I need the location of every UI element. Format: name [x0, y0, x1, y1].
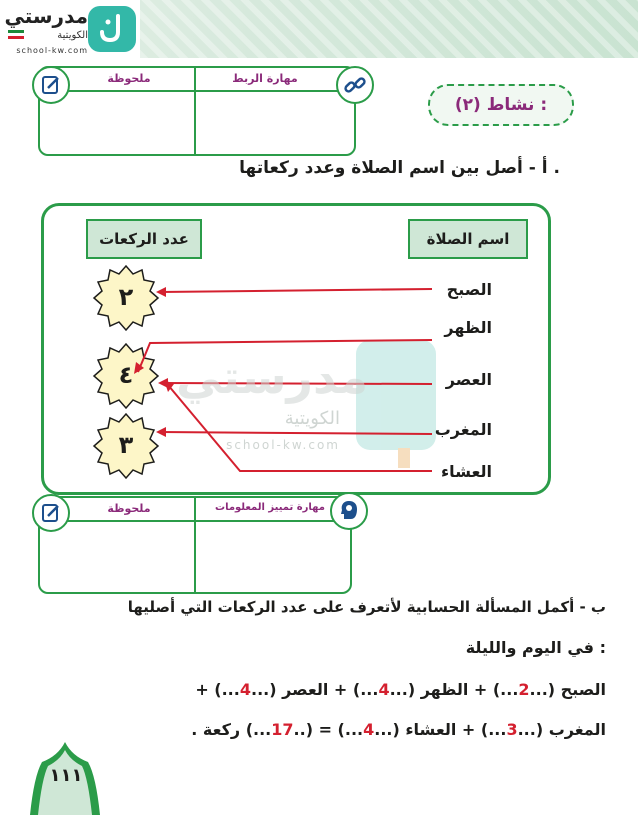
eq1-paren-open: (... — [529, 680, 556, 699]
eq2-prayer1: المغرب — [548, 720, 606, 739]
eq1-paren-open: (... — [389, 680, 416, 699]
eq1-prayer3: العصر — [282, 680, 329, 699]
answer-value[interactable]: 4 — [363, 720, 375, 739]
part-a-instruction: أ - أصل بين اسم الصلاة وعدد ركعاتها . — [239, 158, 560, 178]
watermark-subtitle: الكويتية — [284, 408, 340, 429]
part-b-line2: في اليوم والليلة : — [465, 638, 606, 657]
eq1-paren-close: ...) + — [468, 680, 519, 699]
eq1-prayer2: الظهر — [420, 680, 469, 699]
prayer-item: المغرب — [434, 420, 492, 439]
note-label: ملحوظة — [107, 502, 151, 515]
eq2-paren-open: (... — [517, 720, 544, 739]
prayer-item: العشاء — [441, 462, 492, 481]
eq1-paren-close: ...) + — [328, 680, 379, 699]
answer-value[interactable]: 4 — [239, 680, 251, 699]
watermark-url: school-kw.com — [226, 438, 340, 452]
answer-value[interactable]: 3 — [506, 720, 518, 739]
arrow-head — [156, 287, 166, 297]
equation-1 — [46, 680, 606, 710]
rakaat-number: ٢ — [118, 283, 134, 311]
answer-value[interactable]: 2 — [518, 680, 530, 699]
watermark-mark — [356, 340, 436, 468]
answer-value[interactable]: 4 — [378, 680, 390, 699]
eq1-prayer1: الصبح — [560, 680, 606, 699]
rakaat-number: ٣ — [118, 431, 134, 459]
logo-title: مدرستي — [4, 4, 88, 28]
prayer-header: اسم الصلاة — [408, 219, 528, 259]
logo-url: school-kw.com — [16, 46, 88, 55]
rakaat-number: ٤ — [118, 361, 134, 389]
eq2-paren-close: ...) = (.. — [293, 720, 364, 739]
table-divider — [194, 498, 196, 592]
line-subh — [160, 289, 432, 292]
eq2-prayer2: العشاء — [405, 720, 457, 739]
equation-2 — [60, 720, 606, 750]
rakaat-header: عدد الركعات — [86, 219, 202, 259]
skill-label: مهارة الربط — [232, 72, 298, 85]
eq1-paren-close: ...) + — [195, 680, 240, 699]
arrow-head — [156, 427, 166, 437]
activity-title: نشاط (٢) : — [428, 84, 574, 126]
skill-label: مهارة تمييز المعلومات — [215, 502, 325, 513]
note-label: ملحوظة — [107, 72, 151, 85]
prayer-item: الظهر — [444, 318, 492, 337]
watermark-title: مدرستي — [176, 350, 369, 404]
eq2-paren-close: ...) + — [456, 720, 507, 739]
eq2-paren-close: ...) — [240, 720, 272, 739]
eq1-paren-open: (... — [250, 680, 277, 699]
eq2-unit: ركعة . — [191, 720, 241, 739]
eq2-paren-open: (... — [374, 720, 400, 739]
bottom-skill-table — [38, 496, 352, 594]
logo-subtitle: الكويتية — [57, 30, 88, 41]
head-lightbulb-icon — [330, 492, 368, 530]
prayer-item: الصبح — [446, 280, 492, 299]
part-b-line1: ب - أكمل المسألة الحسابية لأتعرف على عدد الركعات التي أصليها — [127, 598, 606, 616]
notepad-icon — [32, 494, 70, 532]
total-value[interactable]: 17 — [271, 720, 294, 739]
page-number: ١١١ — [49, 765, 83, 786]
prayer-item: العصر — [445, 370, 492, 389]
